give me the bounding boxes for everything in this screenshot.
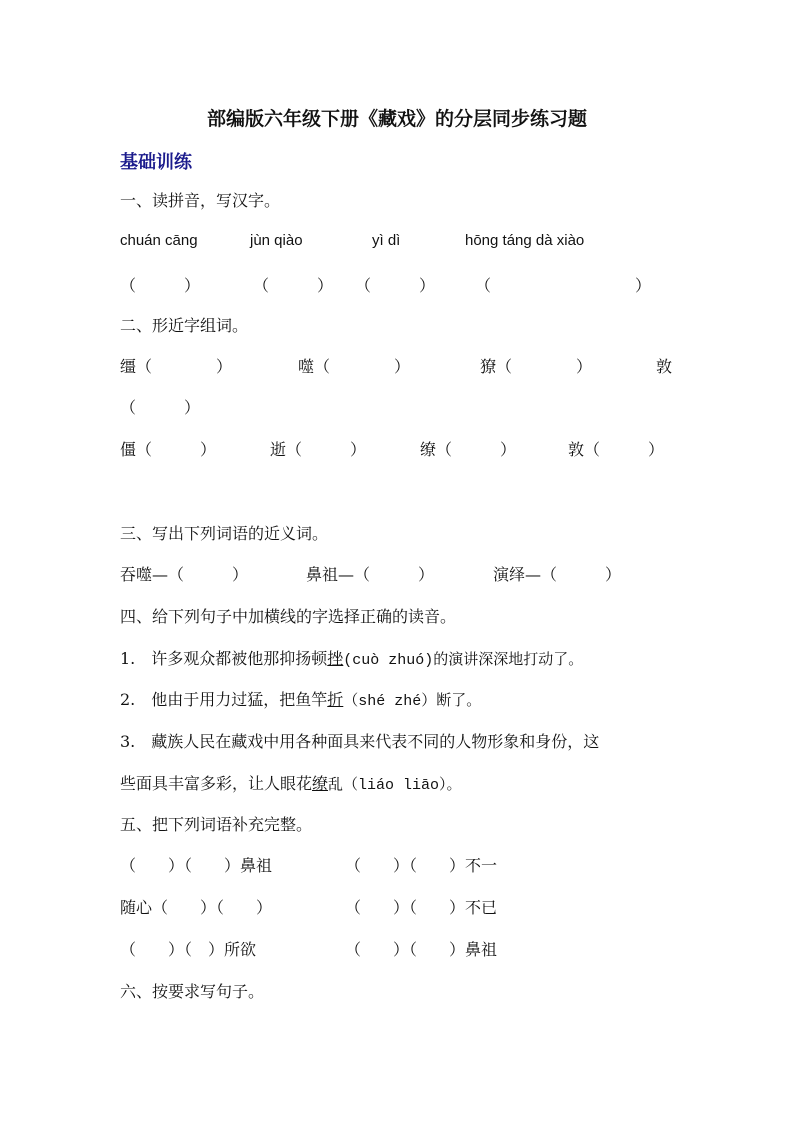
word-pair: （ ） [120,398,201,417]
idiom-blank: （ ）（ ）不一 [345,856,498,875]
underlined-char: 折 [327,690,344,709]
answer-blank: （ ） [120,276,201,295]
underlined-char: 缭 [312,774,329,793]
synonym-item: 吞噬—（ ） [120,565,249,584]
word-pair: 缰（ ） [120,357,233,376]
question-2-heading: 二、形近字组词。 [120,316,249,335]
word-pair: 缭（ ） [420,440,517,459]
question-6-heading: 六、按要求写句子。 [120,982,265,1001]
sentence-1 [120,649,583,671]
sentence-text: 2. 他由于用力过猛，把鱼竿 [120,690,328,709]
idiom-blank: 随心（ ）（ ） [120,898,273,917]
idiom-blank: （ ）（ ）鼻祖 [345,940,498,959]
underlined-char: 挫 [327,649,344,668]
sentence-text: （shé zhé）断了。 [343,693,482,710]
word-pair: 獠（ ） [480,357,593,376]
synonym-item: 鼻祖—（ ） [306,565,435,584]
question-3-heading: 三、写出下列词语的近义词。 [120,524,329,543]
answer-blank: （ ） [355,276,436,295]
word-pair: 噬（ ） [298,357,411,376]
pinyin-item: jùn qiào [250,232,303,249]
idiom-blank: （ ）（ ）所欲 [120,940,257,959]
pinyin-item: hōng táng dà xiào [465,232,585,249]
sentence-2 [120,690,481,712]
idiom-blank: （ ）（ ）不已 [345,898,498,917]
pinyin-item: chuán cāng [120,232,198,249]
synonym-item: 演绎—（ ） [493,565,622,584]
sentence-text: 些面具丰富多彩，让人眼花 [120,774,313,793]
pinyin-item: yì dì [372,232,401,249]
answer-blank: （ ） [475,276,652,295]
question-1-heading: 一、读拼音，写汉字。 [120,191,281,210]
word-pair: 敦（ ） [568,440,665,459]
question-5-heading: 五、把下列词语补充完整。 [120,815,313,834]
sentence-text: 乱（liáo liāo）。 [328,777,462,794]
sentence-3-line-2 [120,774,462,796]
word-pair: 逝（ ） [270,440,367,459]
sentence-text: 1. 许多观众都被他那抑扬顿 [120,649,328,668]
answer-blank: （ ） [253,276,334,295]
sentence-text: (cuò zhuó)的演讲深深地打动了。 [343,652,584,669]
word-pair: 敦 [656,357,673,376]
page-title: 部编版六年级下册《藏戏》的分层同步练习题 [206,108,587,130]
question-4-heading: 四、给下列句子中加横线的字选择正确的读音。 [120,607,457,626]
section-heading: 基础训练 [120,152,192,173]
sentence-3-line-1: 3. 藏族人民在藏戏中用各种面具来代表不同的人物形象和身份，这 [120,732,600,751]
idiom-blank: （ ）（ ）鼻祖 [120,856,273,875]
word-pair: 僵（ ） [120,440,217,459]
